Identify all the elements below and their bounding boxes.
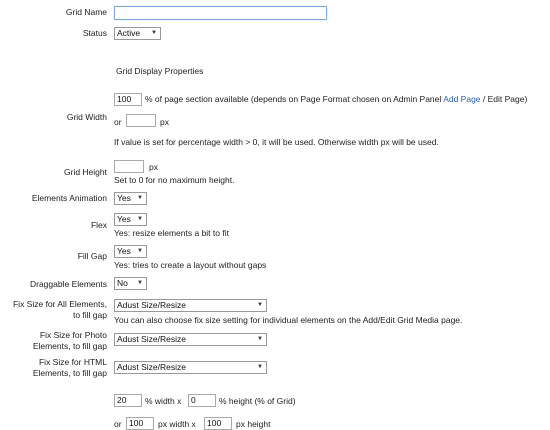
- grid-name-label: Grid Name: [65, 7, 107, 17]
- add-page-link[interactable]: Add Page: [443, 94, 481, 104]
- flex-value: Yes: [117, 214, 131, 224]
- fix-html-label-line2: Elements, to fill gap: [32, 368, 107, 378]
- status-select[interactable]: [114, 27, 161, 40]
- fill-gap-select[interactable]: [114, 245, 147, 258]
- grid-height-label: Grid Height: [64, 167, 107, 177]
- elements-animation-label: Elements Animation: [31, 193, 107, 203]
- width-percent-input[interactable]: 100: [114, 93, 142, 106]
- height-px-unit: px: [149, 162, 158, 172]
- elements-animation-select[interactable]: [114, 192, 147, 205]
- fix-photo-value: Adust Size/Resize: [117, 334, 186, 344]
- chevron-down-icon: ▼: [257, 364, 263, 370]
- fill-gap-label: Fill Gap: [77, 251, 107, 261]
- size-width-px-input[interactable]: 100: [126, 417, 154, 430]
- chevron-down-icon: ▼: [137, 248, 143, 254]
- fix-html-label-line1: Fix Size for HTML: [38, 357, 107, 367]
- size-height-percent-text: % height (% of Grid): [219, 396, 296, 406]
- flex-select[interactable]: [114, 213, 147, 226]
- width-percent-desc-end: / Edit Page): [482, 94, 528, 104]
- fill-gap-value: Yes: [117, 246, 131, 256]
- fix-all-label-line2: to fill gap: [72, 310, 107, 320]
- grid-width-label: Grid Width: [66, 112, 107, 122]
- size-height-px-text: px height: [236, 419, 271, 429]
- draggable-label: Draggable Elements: [29, 279, 107, 289]
- status-value: Active: [117, 28, 141, 38]
- size-height-percent-input[interactable]: 0: [188, 394, 216, 407]
- fix-photo-label: [33, 330, 107, 352]
- fix-photo-label-line2: Elements, to fill gap: [32, 341, 107, 351]
- fix-html-select[interactable]: [114, 361, 267, 374]
- fill-gap-note: Yes: tries to create a layout without gaps: [114, 260, 267, 270]
- status-label: Status: [82, 28, 107, 38]
- fix-html-label: [33, 357, 107, 379]
- width-px-unit: px: [160, 117, 169, 127]
- fix-html-value: Adust Size/Resize: [117, 362, 186, 372]
- elements-animation-value: Yes: [117, 193, 131, 203]
- width-px-input[interactable]: [126, 114, 156, 127]
- fix-photo-label-line1: Fix Size for Photo: [39, 330, 107, 340]
- fix-all-value: Adust Size/Resize: [117, 300, 186, 310]
- fix-all-note: You can also choose fix size setting for individual elements on the Add/Edit Grid Media page.: [114, 315, 463, 325]
- size-height-px-input[interactable]: 100: [204, 417, 232, 430]
- chevron-down-icon: ▼: [151, 30, 157, 36]
- section-heading: Grid Display Properties: [116, 66, 204, 76]
- size-width-percent-input[interactable]: 20: [114, 394, 142, 407]
- grid-height-input[interactable]: [114, 160, 144, 173]
- flex-note: Yes: resize elements a bit to fit: [114, 228, 229, 238]
- fix-all-label-line1: Fix Size for All Elements,: [12, 299, 107, 309]
- grid-name-input[interactable]: [114, 6, 327, 20]
- width-note: If value is set for percentage width > 0, it will be used. Otherwise width px will be used.: [114, 137, 439, 147]
- fix-all-select[interactable]: [114, 299, 267, 312]
- width-or-text: or: [114, 117, 122, 127]
- size-px-or: or: [114, 419, 122, 429]
- flex-label: Flex: [90, 220, 107, 230]
- width-percent-desc: % of page section available (depends on Page Format chosen on Admin Panel: [145, 94, 442, 104]
- chevron-down-icon: ▼: [257, 336, 263, 342]
- chevron-down-icon: ▼: [137, 280, 143, 286]
- height-note: Set to 0 for no maximum height.: [114, 175, 235, 185]
- chevron-down-icon: ▼: [137, 195, 143, 201]
- fix-all-label: [13, 299, 107, 321]
- draggable-select[interactable]: [114, 277, 147, 290]
- size-width-px-text: px width x: [158, 419, 196, 429]
- draggable-value: No: [117, 278, 128, 288]
- chevron-down-icon: ▼: [137, 216, 143, 222]
- fix-photo-select[interactable]: [114, 333, 267, 346]
- size-width-percent-text: % width x: [145, 396, 182, 406]
- chevron-down-icon: ▼: [257, 302, 263, 308]
- width-percent-text: [145, 94, 527, 104]
